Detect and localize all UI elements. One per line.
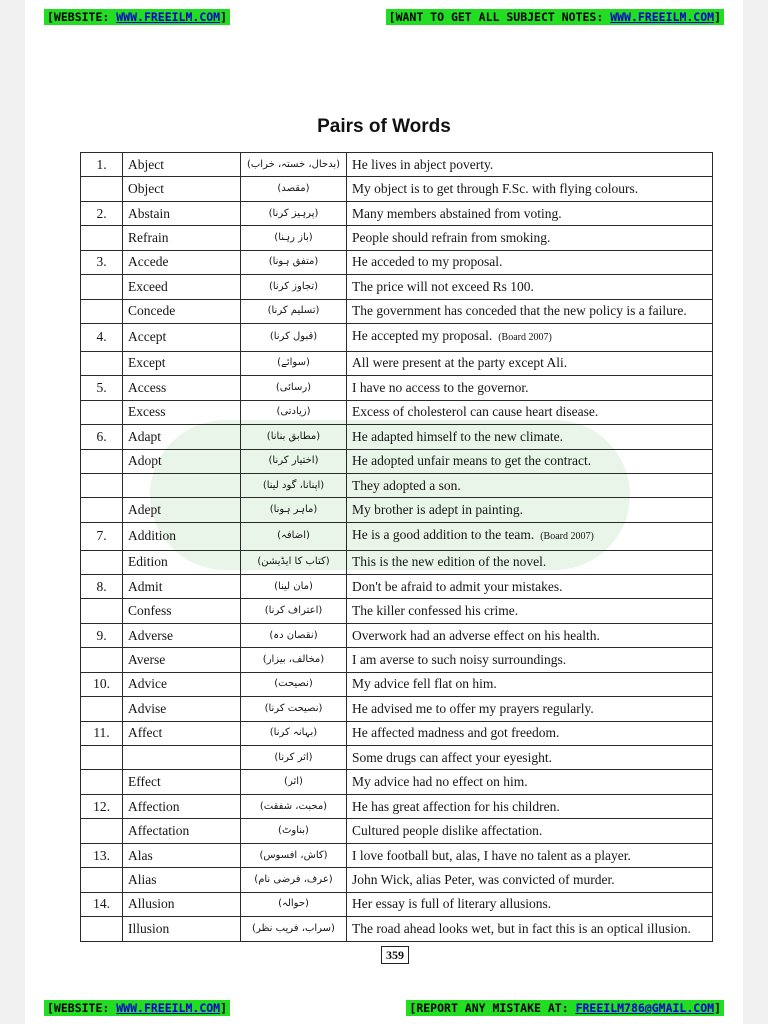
row-number bbox=[81, 917, 123, 942]
row-urdu-meaning bbox=[241, 574, 347, 598]
word-pairs-table bbox=[80, 152, 713, 942]
row-number-text: 5. bbox=[96, 379, 107, 395]
banner-bracket: ] bbox=[714, 10, 721, 24]
row-word bbox=[123, 917, 241, 942]
row-urdu-meaning-text: (اپنانا، گود لینا) bbox=[262, 479, 325, 491]
table-row bbox=[81, 376, 713, 400]
row-word-text: Excess bbox=[128, 404, 166, 420]
row-word bbox=[123, 153, 241, 177]
row-example-sentence-text: They adopted a son. bbox=[352, 477, 461, 493]
footer-website-link[interactable]: WWW.FREEILM.COM bbox=[116, 1001, 221, 1015]
row-urdu-meaning bbox=[241, 672, 347, 696]
row-word bbox=[123, 425, 241, 449]
row-example-sentence-text: My brother is adept in painting. bbox=[352, 502, 523, 518]
row-word-text: Adverse bbox=[128, 627, 173, 643]
row-number bbox=[81, 648, 123, 672]
row-example-sentence bbox=[347, 351, 713, 375]
page-title: Pairs of Words bbox=[317, 116, 451, 137]
header-website-link[interactable]: WWW.FREEILM.COM bbox=[116, 10, 221, 24]
row-example-sentence bbox=[347, 275, 713, 299]
row-example-sentence bbox=[347, 226, 713, 250]
row-number-text: 4. bbox=[96, 329, 107, 345]
table-row bbox=[81, 153, 713, 177]
row-number bbox=[81, 153, 123, 177]
row-word-text: Object bbox=[128, 181, 164, 197]
row-word-text: Adopt bbox=[128, 453, 162, 469]
row-word bbox=[123, 721, 241, 745]
table-row bbox=[81, 425, 713, 449]
row-urdu-meaning-text: (مقصد) bbox=[277, 183, 310, 195]
row-example-sentence-text: He accepted my proposal. bbox=[352, 328, 493, 344]
row-word-text: Admit bbox=[128, 578, 163, 594]
row-example-sentence-text: He lives in abject poverty. bbox=[352, 156, 494, 172]
row-urdu-meaning bbox=[241, 324, 347, 352]
row-example-sentence bbox=[347, 324, 713, 352]
row-example-sentence bbox=[347, 746, 713, 770]
row-urdu-meaning-text: (عرف، فرضی نام) bbox=[254, 873, 333, 885]
banner-label: [REPORT ANY MISTAKE AT: bbox=[409, 1001, 576, 1015]
table-row bbox=[81, 868, 713, 892]
row-example-sentence-text: He acceded to my proposal. bbox=[352, 254, 503, 270]
footer-report-banner bbox=[406, 1000, 724, 1016]
row-number-text: 9. bbox=[96, 627, 107, 643]
row-example-sentence bbox=[347, 794, 713, 818]
row-urdu-meaning-text: (بدحال، خستہ، خراب) bbox=[246, 158, 340, 170]
row-urdu-meaning-text: (مطابق بنانا) bbox=[266, 430, 321, 442]
row-urdu-meaning bbox=[241, 892, 347, 916]
row-word-text: Allusion bbox=[128, 896, 175, 912]
row-urdu-meaning bbox=[241, 697, 347, 721]
row-example-sentence bbox=[347, 299, 713, 323]
row-urdu-meaning bbox=[241, 400, 347, 424]
row-word bbox=[123, 868, 241, 892]
banner-label: [WEBSITE: bbox=[47, 1001, 117, 1015]
row-urdu-meaning bbox=[241, 299, 347, 323]
row-example-sentence-text: My object is to get through F.Sc. with flying colours. bbox=[352, 181, 639, 197]
row-urdu-meaning bbox=[241, 250, 347, 274]
row-urdu-meaning bbox=[241, 550, 347, 574]
row-number-text: 1. bbox=[96, 156, 107, 172]
row-example-sentence bbox=[347, 721, 713, 745]
table-row bbox=[81, 843, 713, 867]
row-urdu-meaning-text: (نصیحت) bbox=[274, 678, 313, 690]
row-urdu-meaning-text: (کاش، افسوس) bbox=[259, 849, 328, 861]
row-example-sentence-text: All were present at the party except Ali. bbox=[352, 355, 568, 371]
row-word bbox=[123, 892, 241, 916]
table-row bbox=[81, 672, 713, 696]
row-word-text: Illusion bbox=[128, 921, 170, 937]
table-row bbox=[81, 892, 713, 916]
row-urdu-meaning-text: (حوالہ) bbox=[278, 898, 309, 910]
banner-bracket: ] bbox=[220, 1001, 228, 1015]
row-example-sentence bbox=[347, 153, 713, 177]
row-urdu-meaning bbox=[241, 226, 347, 250]
row-number bbox=[81, 522, 123, 550]
row-word-text: Affect bbox=[128, 725, 163, 741]
row-number bbox=[81, 449, 123, 473]
row-number bbox=[81, 299, 123, 323]
row-example-sentence bbox=[347, 623, 713, 647]
row-word bbox=[123, 522, 241, 550]
row-number bbox=[81, 376, 123, 400]
table-row bbox=[81, 550, 713, 574]
row-word bbox=[123, 226, 241, 250]
row-example-sentence-text: He has great affection for his children. bbox=[352, 798, 560, 814]
row-urdu-meaning bbox=[241, 721, 347, 745]
row-urdu-meaning-text: (اضافہ) bbox=[277, 530, 310, 542]
row-number bbox=[81, 868, 123, 892]
row-urdu-meaning-text: (تجاوز کرنا) bbox=[268, 280, 319, 292]
row-word bbox=[123, 250, 241, 274]
row-example-sentence bbox=[347, 498, 713, 522]
row-number bbox=[81, 400, 123, 424]
table-row bbox=[81, 522, 713, 550]
row-word bbox=[123, 623, 241, 647]
row-word-text: Refrain bbox=[128, 230, 169, 246]
row-word bbox=[123, 400, 241, 424]
table-row bbox=[81, 819, 713, 843]
row-example-sentence-text: He affected madness and got freedom. bbox=[352, 725, 560, 741]
footer-website-banner bbox=[44, 1000, 230, 1016]
row-word bbox=[123, 299, 241, 323]
row-urdu-meaning bbox=[241, 449, 347, 473]
row-word bbox=[123, 550, 241, 574]
row-number-text: 12. bbox=[93, 798, 110, 814]
row-urdu-meaning-text: (پرہیز کرنا) bbox=[268, 207, 319, 219]
table-row bbox=[81, 794, 713, 818]
row-example-sentence-text: Some drugs can affect your eyesight. bbox=[352, 749, 552, 765]
row-example-sentence bbox=[347, 250, 713, 274]
row-word bbox=[123, 843, 241, 867]
row-number bbox=[81, 425, 123, 449]
row-number bbox=[81, 892, 123, 916]
row-number-text: 11. bbox=[93, 725, 110, 741]
row-number bbox=[81, 351, 123, 375]
row-word bbox=[123, 574, 241, 598]
row-example-sentence bbox=[347, 449, 713, 473]
row-urdu-meaning-text: (قبول کرنا) bbox=[269, 331, 318, 343]
row-number-text: 2. bbox=[96, 205, 107, 221]
row-example-sentence-text: Cultured people dislike affectation. bbox=[352, 823, 543, 839]
row-example-sentence-text: I am averse to such noisy surroundings. bbox=[352, 652, 567, 667]
table-row bbox=[81, 770, 713, 794]
row-word-text: Averse bbox=[128, 652, 166, 667]
row-urdu-meaning-text: (محبت، شفقت) bbox=[259, 800, 328, 812]
row-urdu-meaning-text: (بہانہ کرنا) bbox=[269, 727, 318, 739]
table-row bbox=[81, 473, 713, 497]
table-row bbox=[81, 351, 713, 375]
row-number bbox=[81, 770, 123, 794]
row-word bbox=[123, 599, 241, 623]
table-row bbox=[81, 721, 713, 745]
row-word-text: Addition bbox=[128, 528, 177, 544]
row-example-sentence bbox=[347, 917, 713, 942]
table-row bbox=[81, 299, 713, 323]
row-word bbox=[123, 794, 241, 818]
row-example-sentence-text: He adapted himself to the new climate. bbox=[352, 428, 564, 444]
row-number bbox=[81, 623, 123, 647]
row-word bbox=[123, 498, 241, 522]
row-word bbox=[123, 819, 241, 843]
row-word bbox=[123, 697, 241, 721]
row-urdu-meaning bbox=[241, 376, 347, 400]
table-row bbox=[81, 400, 713, 424]
row-word-text: Accede bbox=[128, 254, 169, 270]
banner-bracket: ] bbox=[220, 10, 228, 24]
row-urdu-meaning bbox=[241, 201, 347, 225]
row-word bbox=[123, 275, 241, 299]
row-word-text: Access bbox=[128, 379, 167, 395]
row-number bbox=[81, 819, 123, 843]
table-row bbox=[81, 697, 713, 721]
row-word-text: Adept bbox=[128, 502, 161, 518]
row-word-text: Abstain bbox=[128, 205, 170, 221]
row-urdu-meaning bbox=[241, 498, 347, 522]
row-example-sentence-text: He is a good addition to the team. bbox=[352, 527, 535, 543]
row-number bbox=[81, 275, 123, 299]
row-example-sentence-text: My advice had no effect on him. bbox=[352, 774, 528, 790]
table-row bbox=[81, 574, 713, 598]
board-note: (Board 2007) bbox=[498, 332, 552, 344]
row-example-sentence-text: Many members abstained from voting. bbox=[352, 205, 562, 221]
row-word bbox=[123, 351, 241, 375]
row-word-text: Edition bbox=[128, 554, 168, 570]
row-urdu-meaning-text: (مخالف، بیزار) bbox=[262, 654, 325, 665]
row-urdu-meaning-text: (سراب، فریب نظر) bbox=[252, 923, 335, 935]
row-urdu-meaning bbox=[241, 819, 347, 843]
row-word-text: Alias bbox=[128, 871, 157, 887]
row-urdu-meaning bbox=[241, 275, 347, 299]
row-urdu-meaning-text: (ماہر ہونا) bbox=[269, 504, 318, 516]
row-word-text: Advice bbox=[128, 676, 167, 692]
row-number bbox=[81, 843, 123, 867]
row-word bbox=[123, 770, 241, 794]
row-urdu-meaning bbox=[241, 843, 347, 867]
row-urdu-meaning-text: (مان لینا) bbox=[274, 580, 313, 592]
row-urdu-meaning-text: (باز رہنا) bbox=[274, 232, 313, 244]
row-number bbox=[81, 473, 123, 497]
row-number bbox=[81, 550, 123, 574]
row-urdu-meaning-text: (اعتراف کرنا) bbox=[264, 605, 323, 617]
row-number bbox=[81, 574, 123, 598]
row-urdu-meaning-text: (نقصان دہ) bbox=[269, 629, 318, 641]
header-website-banner bbox=[44, 9, 230, 25]
row-urdu-meaning-text: (متفق ہونا) bbox=[268, 256, 319, 268]
table-row bbox=[81, 623, 713, 647]
table-row bbox=[81, 648, 713, 672]
row-example-sentence bbox=[347, 868, 713, 892]
row-example-sentence bbox=[347, 819, 713, 843]
table-row bbox=[81, 177, 713, 201]
row-urdu-meaning bbox=[241, 351, 347, 375]
row-urdu-meaning bbox=[241, 648, 347, 672]
row-urdu-meaning bbox=[241, 623, 347, 647]
row-urdu-meaning bbox=[241, 868, 347, 892]
row-urdu-meaning-text: (سوائے) bbox=[277, 357, 310, 369]
row-example-sentence bbox=[347, 473, 713, 497]
banner-label: [WANT TO GET ALL SUBJECT NOTES: bbox=[388, 10, 611, 24]
row-number-text: 8. bbox=[96, 578, 107, 594]
row-word bbox=[123, 376, 241, 400]
row-urdu-meaning bbox=[241, 177, 347, 201]
row-word bbox=[123, 177, 241, 201]
row-urdu-meaning bbox=[241, 473, 347, 497]
row-number bbox=[81, 498, 123, 522]
row-example-sentence-text: He advised me to offer my prayers regularly. bbox=[352, 700, 594, 716]
table-row bbox=[81, 324, 713, 352]
row-number bbox=[81, 672, 123, 696]
row-example-sentence bbox=[347, 550, 713, 574]
row-word bbox=[123, 449, 241, 473]
row-example-sentence-text: People should refrain from smoking. bbox=[352, 230, 551, 246]
row-example-sentence-text: Overwork had an adverse effect on his health. bbox=[352, 627, 600, 643]
row-number bbox=[81, 599, 123, 623]
row-word bbox=[123, 672, 241, 696]
table-row bbox=[81, 746, 713, 770]
row-number bbox=[81, 794, 123, 818]
word-pairs-body bbox=[81, 153, 713, 942]
row-urdu-meaning bbox=[241, 599, 347, 623]
row-word bbox=[123, 201, 241, 225]
banner-bracket: ] bbox=[714, 1001, 721, 1015]
row-example-sentence bbox=[347, 697, 713, 721]
row-urdu-meaning-text: (زیادتی) bbox=[276, 406, 311, 418]
row-number bbox=[81, 324, 123, 352]
row-number bbox=[81, 177, 123, 201]
table-row bbox=[81, 917, 713, 942]
row-example-sentence-text: The price will not exceed Rs 100. bbox=[352, 278, 534, 294]
row-example-sentence-text: My advice fell flat on him. bbox=[352, 676, 497, 692]
row-example-sentence bbox=[347, 522, 713, 550]
row-example-sentence bbox=[347, 599, 713, 623]
row-urdu-meaning bbox=[241, 425, 347, 449]
row-word-text: Adapt bbox=[128, 428, 161, 444]
row-word bbox=[123, 648, 241, 672]
row-example-sentence bbox=[347, 376, 713, 400]
row-number bbox=[81, 226, 123, 250]
row-number bbox=[81, 721, 123, 745]
table-row bbox=[81, 275, 713, 299]
row-example-sentence bbox=[347, 400, 713, 424]
row-urdu-meaning-text: (نصیحت کرنا) bbox=[264, 702, 323, 714]
row-urdu-meaning bbox=[241, 770, 347, 794]
header-notes-banner bbox=[386, 9, 724, 25]
row-urdu-meaning-text: (اثر) bbox=[284, 776, 303, 788]
row-example-sentence bbox=[347, 201, 713, 225]
row-word-text: Accept bbox=[128, 329, 167, 345]
row-number-text: 14. bbox=[93, 896, 110, 912]
row-word-text: Abject bbox=[128, 156, 164, 172]
row-urdu-meaning-text: (اختیار کرنا) bbox=[268, 455, 319, 467]
table-row bbox=[81, 449, 713, 473]
row-example-sentence-text: Her essay is full of literary allusions. bbox=[352, 896, 552, 912]
row-example-sentence-text: I have no access to the governor. bbox=[352, 379, 529, 395]
row-example-sentence-text: The road ahead looks wet, but in fact this is an optical illusion. bbox=[352, 921, 691, 937]
row-example-sentence bbox=[347, 672, 713, 696]
row-number bbox=[81, 250, 123, 274]
row-urdu-meaning bbox=[241, 153, 347, 177]
row-example-sentence bbox=[347, 177, 713, 201]
header-notes-link[interactable]: WWW.FREEILM.COM bbox=[610, 10, 715, 24]
table-row bbox=[81, 226, 713, 250]
row-example-sentence-text: I love football but, alas, I have no talent as a player. bbox=[352, 847, 631, 863]
row-word-text: Affectation bbox=[128, 823, 190, 839]
row-word-text: Alas bbox=[128, 847, 153, 863]
row-number-text: 6. bbox=[96, 428, 107, 444]
row-example-sentence bbox=[347, 843, 713, 867]
row-urdu-meaning bbox=[241, 746, 347, 770]
row-urdu-meaning-text: (رسائی) bbox=[275, 381, 312, 393]
row-word bbox=[123, 324, 241, 352]
row-example-sentence-text: This is the new edition of the novel. bbox=[352, 554, 547, 570]
row-number-text: 7. bbox=[96, 528, 107, 544]
row-number-text: 10. bbox=[93, 676, 110, 692]
row-example-sentence-text: Don't be afraid to admit your mistakes. bbox=[352, 578, 563, 594]
row-example-sentence bbox=[347, 770, 713, 794]
row-example-sentence bbox=[347, 574, 713, 598]
row-example-sentence-text: John Wick, alias Peter, was convicted of murder. bbox=[352, 871, 615, 887]
board-note: (Board 2007) bbox=[540, 531, 594, 543]
row-word-text: Confess bbox=[128, 603, 172, 619]
row-urdu-meaning-text: (تسلیم کرنا) bbox=[267, 305, 320, 317]
table-row bbox=[81, 250, 713, 274]
row-example-sentence bbox=[347, 892, 713, 916]
row-urdu-meaning-text: (اثر کرنا) bbox=[274, 751, 313, 763]
row-example-sentence-text: The killer confessed his crime. bbox=[352, 603, 519, 619]
row-word-text: Advise bbox=[128, 700, 167, 716]
row-example-sentence-text: He adopted unfair means to get the contract. bbox=[352, 453, 592, 469]
row-word-text: Except bbox=[128, 355, 166, 371]
row-urdu-meaning bbox=[241, 522, 347, 550]
row-example-sentence-text: The government has conceded that the new policy is a failure. bbox=[352, 303, 687, 319]
table-row bbox=[81, 599, 713, 623]
row-urdu-meaning-text: (بناوٹ) bbox=[278, 825, 309, 837]
row-number bbox=[81, 201, 123, 225]
row-word-text: Affection bbox=[128, 798, 180, 814]
row-number-text: 3. bbox=[96, 254, 107, 270]
row-example-sentence bbox=[347, 425, 713, 449]
row-urdu-meaning bbox=[241, 917, 347, 942]
row-word bbox=[123, 746, 241, 770]
banner-label: [WEBSITE: bbox=[47, 10, 117, 24]
row-word bbox=[123, 473, 241, 497]
row-number bbox=[81, 697, 123, 721]
row-example-sentence-text: Excess of cholesterol can cause heart disease. bbox=[352, 404, 599, 420]
row-word-text: Exceed bbox=[128, 278, 168, 294]
row-urdu-meaning-text: (کتاب کا ایڈیشن) bbox=[257, 556, 330, 568]
row-example-sentence bbox=[347, 648, 713, 672]
table-row bbox=[81, 498, 713, 522]
row-number bbox=[81, 746, 123, 770]
row-urdu-meaning bbox=[241, 794, 347, 818]
row-word-text: Concede bbox=[128, 303, 176, 319]
page-number: 359 bbox=[381, 946, 409, 964]
table-row bbox=[81, 201, 713, 225]
row-word-text: Effect bbox=[128, 774, 161, 790]
footer-report-email-link[interactable]: FREEILM786@GMAIL.COM bbox=[575, 1001, 715, 1015]
row-number-text: 13. bbox=[93, 847, 110, 863]
